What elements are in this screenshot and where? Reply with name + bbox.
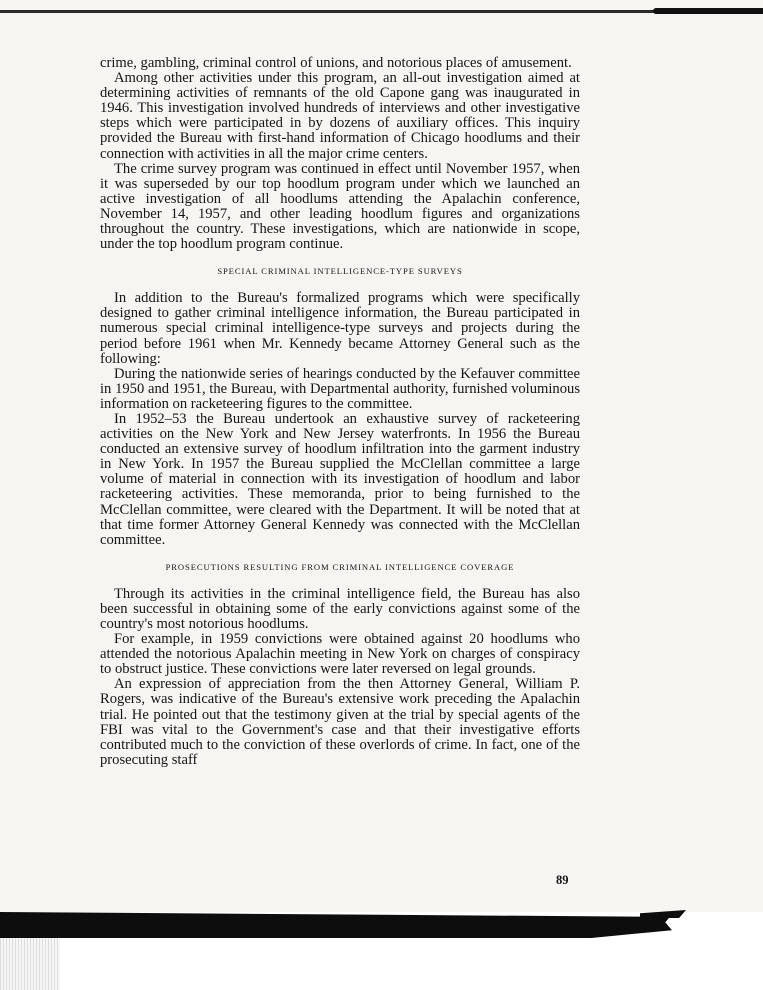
paragraph-convictions: Through its activities in the criminal intelligence field, the Bureau has also been successful in obtaining some of the early convictions against some of the country's most notorious hoodlums.	[100, 585, 580, 632]
paragraph-capone-investigation: Among other activities under this program, an all-out investigation aimed at determining activities of remnants of the old Capone gang was inaugurated in 1946. This investigation involved hundreds of interviews and other investigative steps which were participated in by dozens of auxiliary offices. This inquiry provided the Bureau with first-hand information of Chicago hoodlums and their connection with activities in all the major crime centers.	[100, 70, 580, 162]
top-rule-tail	[653, 8, 763, 14]
page-number: 89	[556, 873, 569, 887]
paragraph-crime-survey: The crime survey program was continued in effect until November 1957, when it was superseded by our top hoodlum program under which we launched an active investigation of all hoodlums attending the Apalachin conference, November 14, 1957, and other leading hoodlum figures and organizations throughout the country. These investigations, which are nationwide in scope, under the top hoodlum program continue.	[100, 160, 580, 253]
paragraph-special-surveys: In addition to the Bureau's formalized programs which were specifically designed to gather criminal intelligence information, the Bureau participated in numerous special criminal intelligence-type surveys and projects during the period before 1961 when Mr. Kennedy became Attorney General such as the following:	[100, 290, 580, 367]
paragraph-appreciation: An expression of appreciation from the then Attorney General, William P. Rogers, was indicative of the Bureau's extensive work preceding the Apalachin trial. He pointed out that the testimony given at the trial by special agents of the FBI was vital to the Government's case and that their investigative efforts contributed much to the conviction of these overlords of crime. In fact, one of the prosecuting staff	[100, 676, 580, 768]
section-heading-prosecutions: PROSECUTIONS RESULTING FROM CRIMINAL INTELLIGENCE COVERAGE	[165, 561, 515, 572]
scan-artifact	[0, 938, 60, 990]
paragraph-waterfront: In 1952–53 the Bureau undertook an exhaustive survey of racketeering activities on the New York and New Jersey waterfronts. In 1956 the Bureau conducted an extensive survey of hoodlum infiltration into the garment industry in New York. In 1957 the Bureau supplied the McClellan committee a large volume of material in connection with its investigation of hoodlum and labor racketeering activities. These memoranda, prior to being furnished to the McClellan committee, were cleared with the Department. It will be noted that at that time former Attorney General Kennedy was connected with the McClellan committee.	[100, 410, 580, 548]
paragraph-continuation: crime, gambling, criminal control of unions, and notorious places of amusement.	[100, 55, 572, 71]
body-text	[100, 56, 580, 768]
top-rule	[0, 10, 763, 13]
section-heading-surveys: SPECIAL CRIMINAL INTELLIGENCE-TYPE SURVEYS	[217, 266, 463, 277]
paragraph-kefauver: During the nationwide series of hearings conducted by the Kefauver committee in 1950 and 1951, the Bureau, with Departmental authority, furnished voluminous information on racketeering figures to the committee.	[100, 365, 580, 412]
paragraph-apalachin: For example, in 1959 convictions were obtained against 20 hoodlums who attended the notorious Apalachin meeting in New York on charges of conspiracy to obstruct justice. These convictions were later reversed on legal grounds.	[100, 631, 580, 678]
